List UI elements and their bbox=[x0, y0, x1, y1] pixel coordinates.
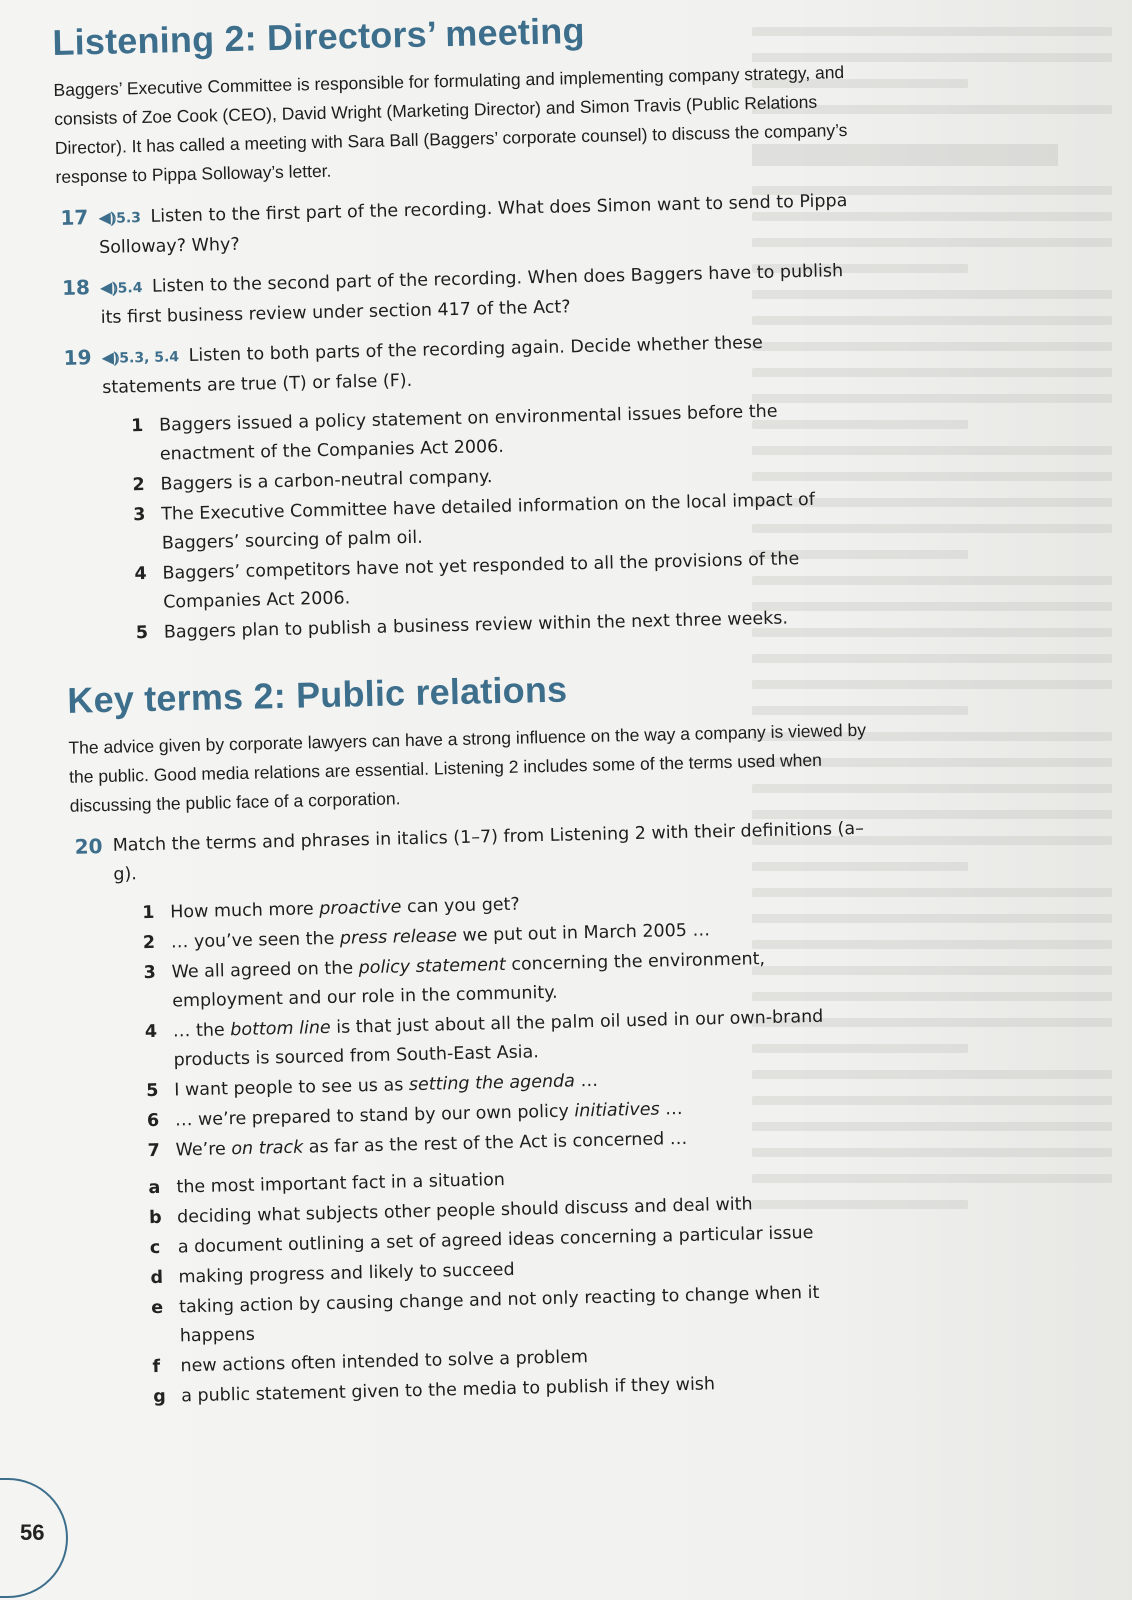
question-text: Match the terms and phrases in italics (1–7) from Listening 2 with their definitions (a–g). bbox=[112, 818, 865, 885]
question-text: Listen to both parts of the recording again. Decide whether these statements are true (T) or false (F). bbox=[102, 332, 764, 398]
list-item: 1 How much more proactive can you get? bbox=[142, 894, 520, 924]
list-item: 4 Baggers’ competitors have not yet responded to all the provisions of the Companies Act 2006. bbox=[134, 549, 800, 613]
audio-track[interactable]: ◀︎⦆5.4 bbox=[99, 277, 143, 297]
list-item: a the most important fact in a situation bbox=[148, 1170, 506, 1199]
question-number: 18 bbox=[61, 275, 91, 300]
question-number: 19 bbox=[63, 345, 92, 370]
page-number-tab bbox=[0, 1478, 68, 1598]
question-17 bbox=[56, 186, 857, 264]
list-item: 4 … the bottom line is that just about all the palm oil used in our own-brand products is sourced from South-East Asia. bbox=[144, 1006, 824, 1071]
question-number: 20 bbox=[74, 834, 103, 859]
listening-title: Listening 2: Directors’ meeting bbox=[52, 9, 586, 63]
list-item: e taking action by causing change and not only reacting to change when it happens bbox=[150, 1282, 820, 1347]
listening-intro: Baggers’ Executive Committee is responsible for formulating and implementing company strategy, and consists of Zoe Cook (CEO), David Wright (Marketing Director) and Simon Travis (Public Relations Director). It has called a meeting with Sara Ball (Baggers’ corporate counsel) to discuss the company’s response to Pippa Solloway’s letter. bbox=[53, 62, 848, 187]
list-item: g a public statement given to the media to publish if they wish bbox=[152, 1374, 716, 1408]
list-item: d making progress and likely to succeed bbox=[150, 1259, 515, 1289]
audio-track[interactable]: ◀︎⦆5.3 bbox=[98, 207, 142, 227]
audio-track[interactable]: ◀︎⦆5.3, 5.4 bbox=[101, 347, 180, 367]
list-item: 2 … you’ve seen the press release we put out in March 2005 … bbox=[142, 920, 711, 954]
list-item: 6 … we’re prepared to stand by our own policy initiatives … bbox=[146, 1098, 683, 1132]
keyterms-title: Key terms 2: Public relations bbox=[66, 668, 568, 721]
definitions bbox=[78, 1158, 883, 1414]
speaker-icon: ◀︎⦆ bbox=[99, 277, 118, 297]
main-content bbox=[52, 4, 884, 1422]
list-item: 5 Baggers plan to publish a business review within the next three weeks. bbox=[135, 608, 789, 644]
list-item: 7 We’re on track as far as the rest of the Act is concerned … bbox=[147, 1128, 688, 1162]
question-text: Listen to the first part of the recording. What does Simon want to send to Pippa Solloway? Why? bbox=[98, 191, 848, 258]
question-18 bbox=[58, 256, 859, 334]
list-item: 5 I want people to see us as setting the agenda … bbox=[146, 1070, 599, 1102]
list-item: 2 Baggers is a carbon-neutral company. bbox=[132, 467, 493, 496]
question-number: 17 bbox=[60, 205, 89, 230]
keyterms-intro: The advice given by corporate lawyers can have a strong influence on the way a company is viewed by the public. Good media relations are essential. Listening 2 includes some of the terms used when discussing the public face of a corporation. bbox=[68, 719, 867, 816]
list-item: c a document outlining a set of agreed ideas concerning a particular issue bbox=[149, 1223, 814, 1259]
speaker-icon: ◀︎⦆ bbox=[98, 207, 117, 227]
true-false-statements bbox=[61, 396, 866, 650]
list-item: 1 Baggers issued a policy statement on environmental issues before the enactment of the Companies Act 2006. bbox=[130, 401, 778, 465]
list-item: b deciding what subjects other people should discuss and deal with bbox=[148, 1194, 753, 1229]
question-20 bbox=[70, 815, 871, 891]
list-item: 3 The Executive Committee have detailed information on the local impact of Baggers’ sourcing of palm oil. bbox=[132, 489, 816, 554]
list-item: f new actions often intended to solve a problem bbox=[152, 1347, 589, 1378]
question-19 bbox=[59, 326, 860, 404]
page-number: 56 bbox=[20, 1520, 45, 1545]
speaker-icon: ◀︎⦆ bbox=[101, 347, 120, 367]
term-phrases bbox=[72, 883, 878, 1168]
list-item: 3 We all agreed on the policy statement concerning the environment, employment and our role in the community. bbox=[143, 949, 766, 1012]
question-text: Listen to the second part of the recording. When does Baggers have to publish its first business review under section 417 of the Act? bbox=[100, 261, 844, 328]
